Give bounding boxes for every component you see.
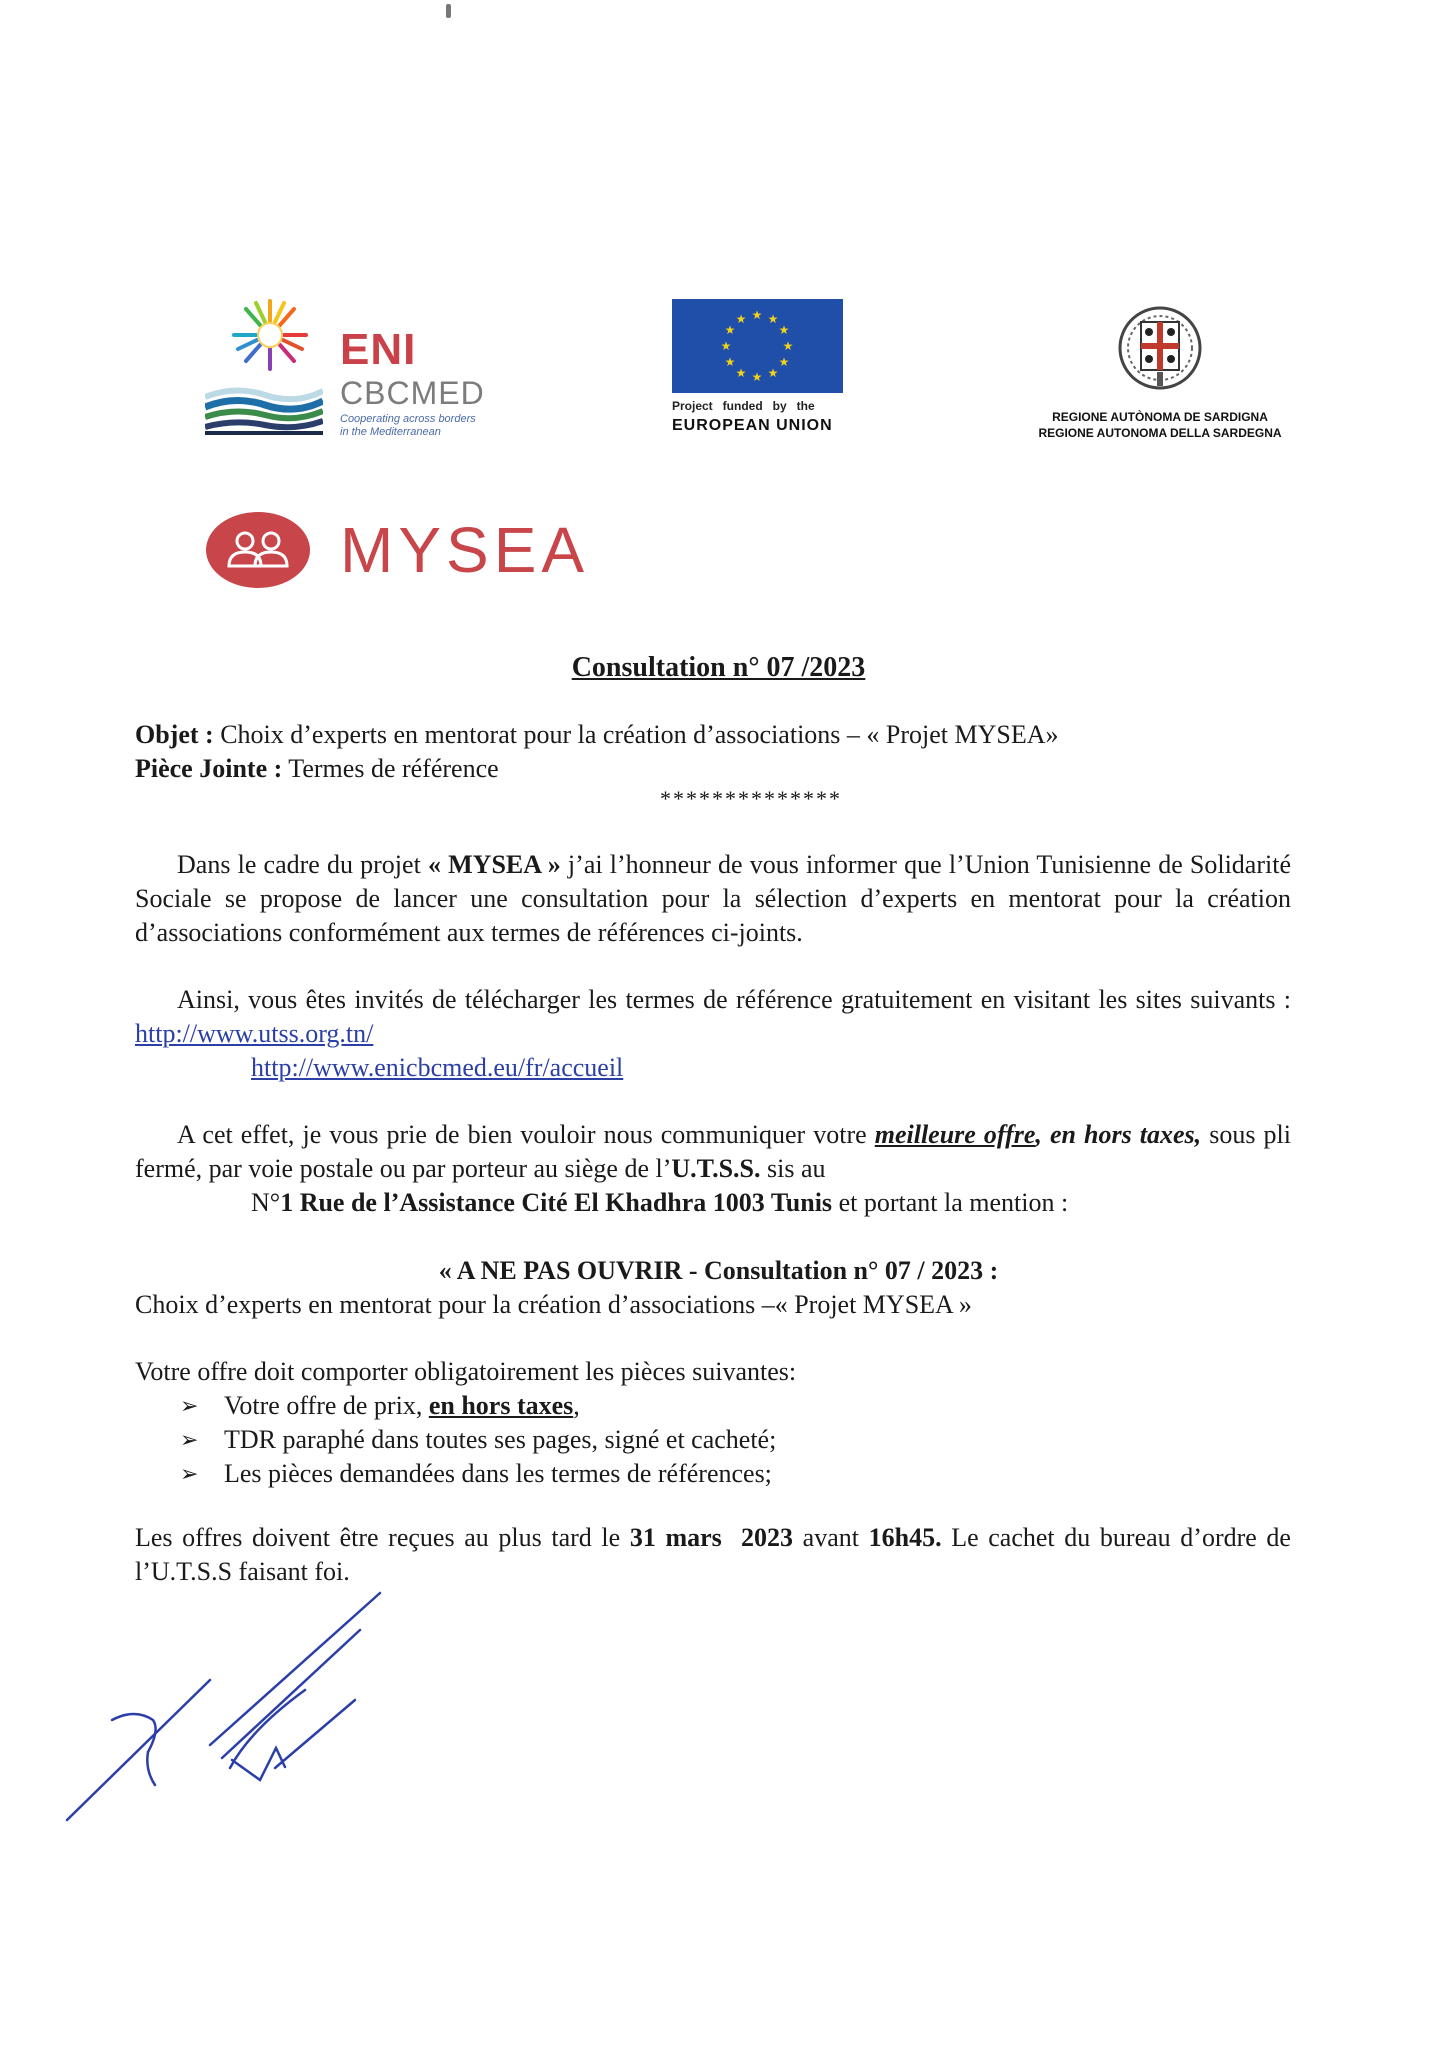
offer-best: meilleure offre — [874, 1120, 1036, 1149]
eni-cbcmed-logo — [205, 295, 545, 445]
offer-utss: U.T.S.S. — [671, 1154, 761, 1183]
requirements-list — [180, 1389, 1280, 1491]
intro-project-name: « MYSEA » — [427, 850, 561, 879]
paragraph-intro — [135, 848, 1291, 950]
address-line — [251, 1186, 1068, 1220]
objet-text: Choix d’experts en mentorat pour la création d’associations – « Projet MYSEA» — [213, 720, 1059, 749]
page-title: Consultation n° 07 /2023 — [571, 652, 866, 683]
address-prefix: N° — [251, 1188, 281, 1217]
people-icon — [205, 510, 311, 590]
svg-text:★: ★ — [735, 366, 747, 380]
address-suffix: et portant la mention : — [832, 1188, 1069, 1217]
deadline-text-a: Les offres doivent être reçues au plus tard le — [135, 1523, 630, 1552]
mention-line-1: « A NE PAS OUVRIR - Consultation n° 07 / 2023 : — [438, 1256, 999, 1285]
mysea-logo-text: MYSEA — [340, 514, 590, 586]
download-text: Ainsi, vous êtes invités de télécharger les termes de référence gratuitement en visitant les sites suivants : — [177, 985, 1291, 1014]
svg-text:★: ★ — [751, 308, 763, 322]
sardegna-caption-2: REGIONE AUTONOMA DELLA SARDEGNA — [1038, 426, 1282, 440]
address-text: 1 Rue de l’Assistance Cité El Khadhra 1003 Tunis — [280, 1188, 833, 1217]
objet-label: Objet : — [135, 720, 214, 749]
arrow-bullet-icon: ➢ — [180, 1427, 199, 1452]
sardegna-caption-1: REGIONE AUTÒNOMA DE SARDIGNA — [1052, 410, 1268, 424]
piece-jointe-text: Termes de référence — [282, 754, 499, 783]
list-item — [180, 1457, 1280, 1491]
signature — [60, 1590, 400, 1840]
piece-jointe-label: Pièce Jointe : — [135, 754, 283, 783]
svg-text:★: ★ — [782, 339, 794, 353]
enicbcmed-link[interactable]: http://www.enicbcmed.eu/fr/accueil — [251, 1053, 624, 1082]
item1-text: Votre offre de prix, — [224, 1391, 429, 1420]
svg-text:★: ★ — [767, 366, 779, 380]
svg-text:★: ★ — [751, 370, 763, 384]
offer-text-d: sous pli fermé, par voie postale ou par porteur au siège de l’ — [135, 1120, 1291, 1183]
intro-text-a: Dans le cadre du projet — [177, 850, 428, 879]
svg-text:★: ★ — [778, 323, 790, 337]
paragraph-deadline — [135, 1521, 1291, 1589]
item1-punct: , — [573, 1391, 580, 1420]
eu-caption-2: EUROPEAN UNION — [672, 417, 833, 434]
eu-caption-1: Project funded by the — [672, 399, 815, 413]
arrow-bullet-icon: ➢ — [180, 1461, 199, 1486]
link-line-2 — [251, 1051, 623, 1085]
svg-text:★: ★ — [720, 339, 732, 353]
paragraph-offer — [135, 1118, 1291, 1186]
eni-logo-subtitle: CBCMED — [340, 375, 485, 411]
separator-stars: ************** — [660, 786, 842, 811]
offer-text-a: A cet effet, je vous prie de bien vouloir nous communiquer votre — [177, 1120, 875, 1149]
eu-logo — [672, 299, 847, 442]
svg-text:★: ★ — [724, 323, 736, 337]
mention-line-2: Choix d’experts en mentorat pour la création d’associations –« Projet MYSEA » — [135, 1290, 972, 1319]
list-item — [180, 1423, 1280, 1457]
svg-text:★: ★ — [778, 355, 790, 369]
eni-tagline-2: in the Mediterranean — [340, 426, 441, 438]
coat-of-arms-icon — [1105, 300, 1215, 400]
deadline-time: 16h45. — [868, 1523, 942, 1552]
list-intro: Votre offre doit comporter obligatoirement les pièces suivantes: — [135, 1357, 797, 1386]
arrow-bullet-icon: ➢ — [180, 1393, 199, 1418]
item1-emphasis: en hors taxes — [428, 1391, 574, 1420]
item3-text: Les pièces demandées dans les termes de références; — [224, 1459, 772, 1488]
scan-mark — [446, 4, 451, 18]
sardegna-logo — [1000, 300, 1320, 445]
paragraph-download — [135, 983, 1291, 1051]
deadline-text-c: avant — [793, 1523, 869, 1552]
eni-logo-title: ENI — [340, 325, 417, 374]
eni-tagline-1: Cooperating across borders — [340, 413, 476, 425]
mysea-logo — [205, 505, 605, 600]
intro-text-c: j’ai l’honneur de vous informer que l’Union Tunisienne de Solidarité Sociale se propose de lancer une consultation pour la sélection d’experts en mentorat pour la création d’associations conformément aux termes de références ci-joints. — [135, 850, 1291, 947]
list-item — [180, 1389, 1280, 1423]
sunburst-icon — [215, 295, 325, 375]
eu-flag-icon — [672, 299, 843, 393]
svg-text:★: ★ — [767, 312, 779, 326]
offer-hors-taxes: , en hors taxes, — [1035, 1120, 1202, 1149]
deadline-date: 31 mars 2023 — [629, 1523, 794, 1552]
objet-line — [135, 718, 1291, 752]
item2-text: TDR paraphé dans toutes ses pages, signé et cacheté; — [224, 1425, 777, 1454]
svg-text:★: ★ — [735, 312, 747, 326]
deadline-text-e: Le cachet du bureau d’ordre de l’U.T.S.S faisant foi. — [135, 1523, 1291, 1586]
offer-text-f: sis au — [760, 1154, 826, 1183]
svg-text:★: ★ — [724, 355, 736, 369]
piece-jointe-line — [135, 752, 1291, 786]
utss-link[interactable]: http://www.utss.org.tn/ — [135, 1019, 374, 1048]
waves-icon — [205, 377, 323, 437]
